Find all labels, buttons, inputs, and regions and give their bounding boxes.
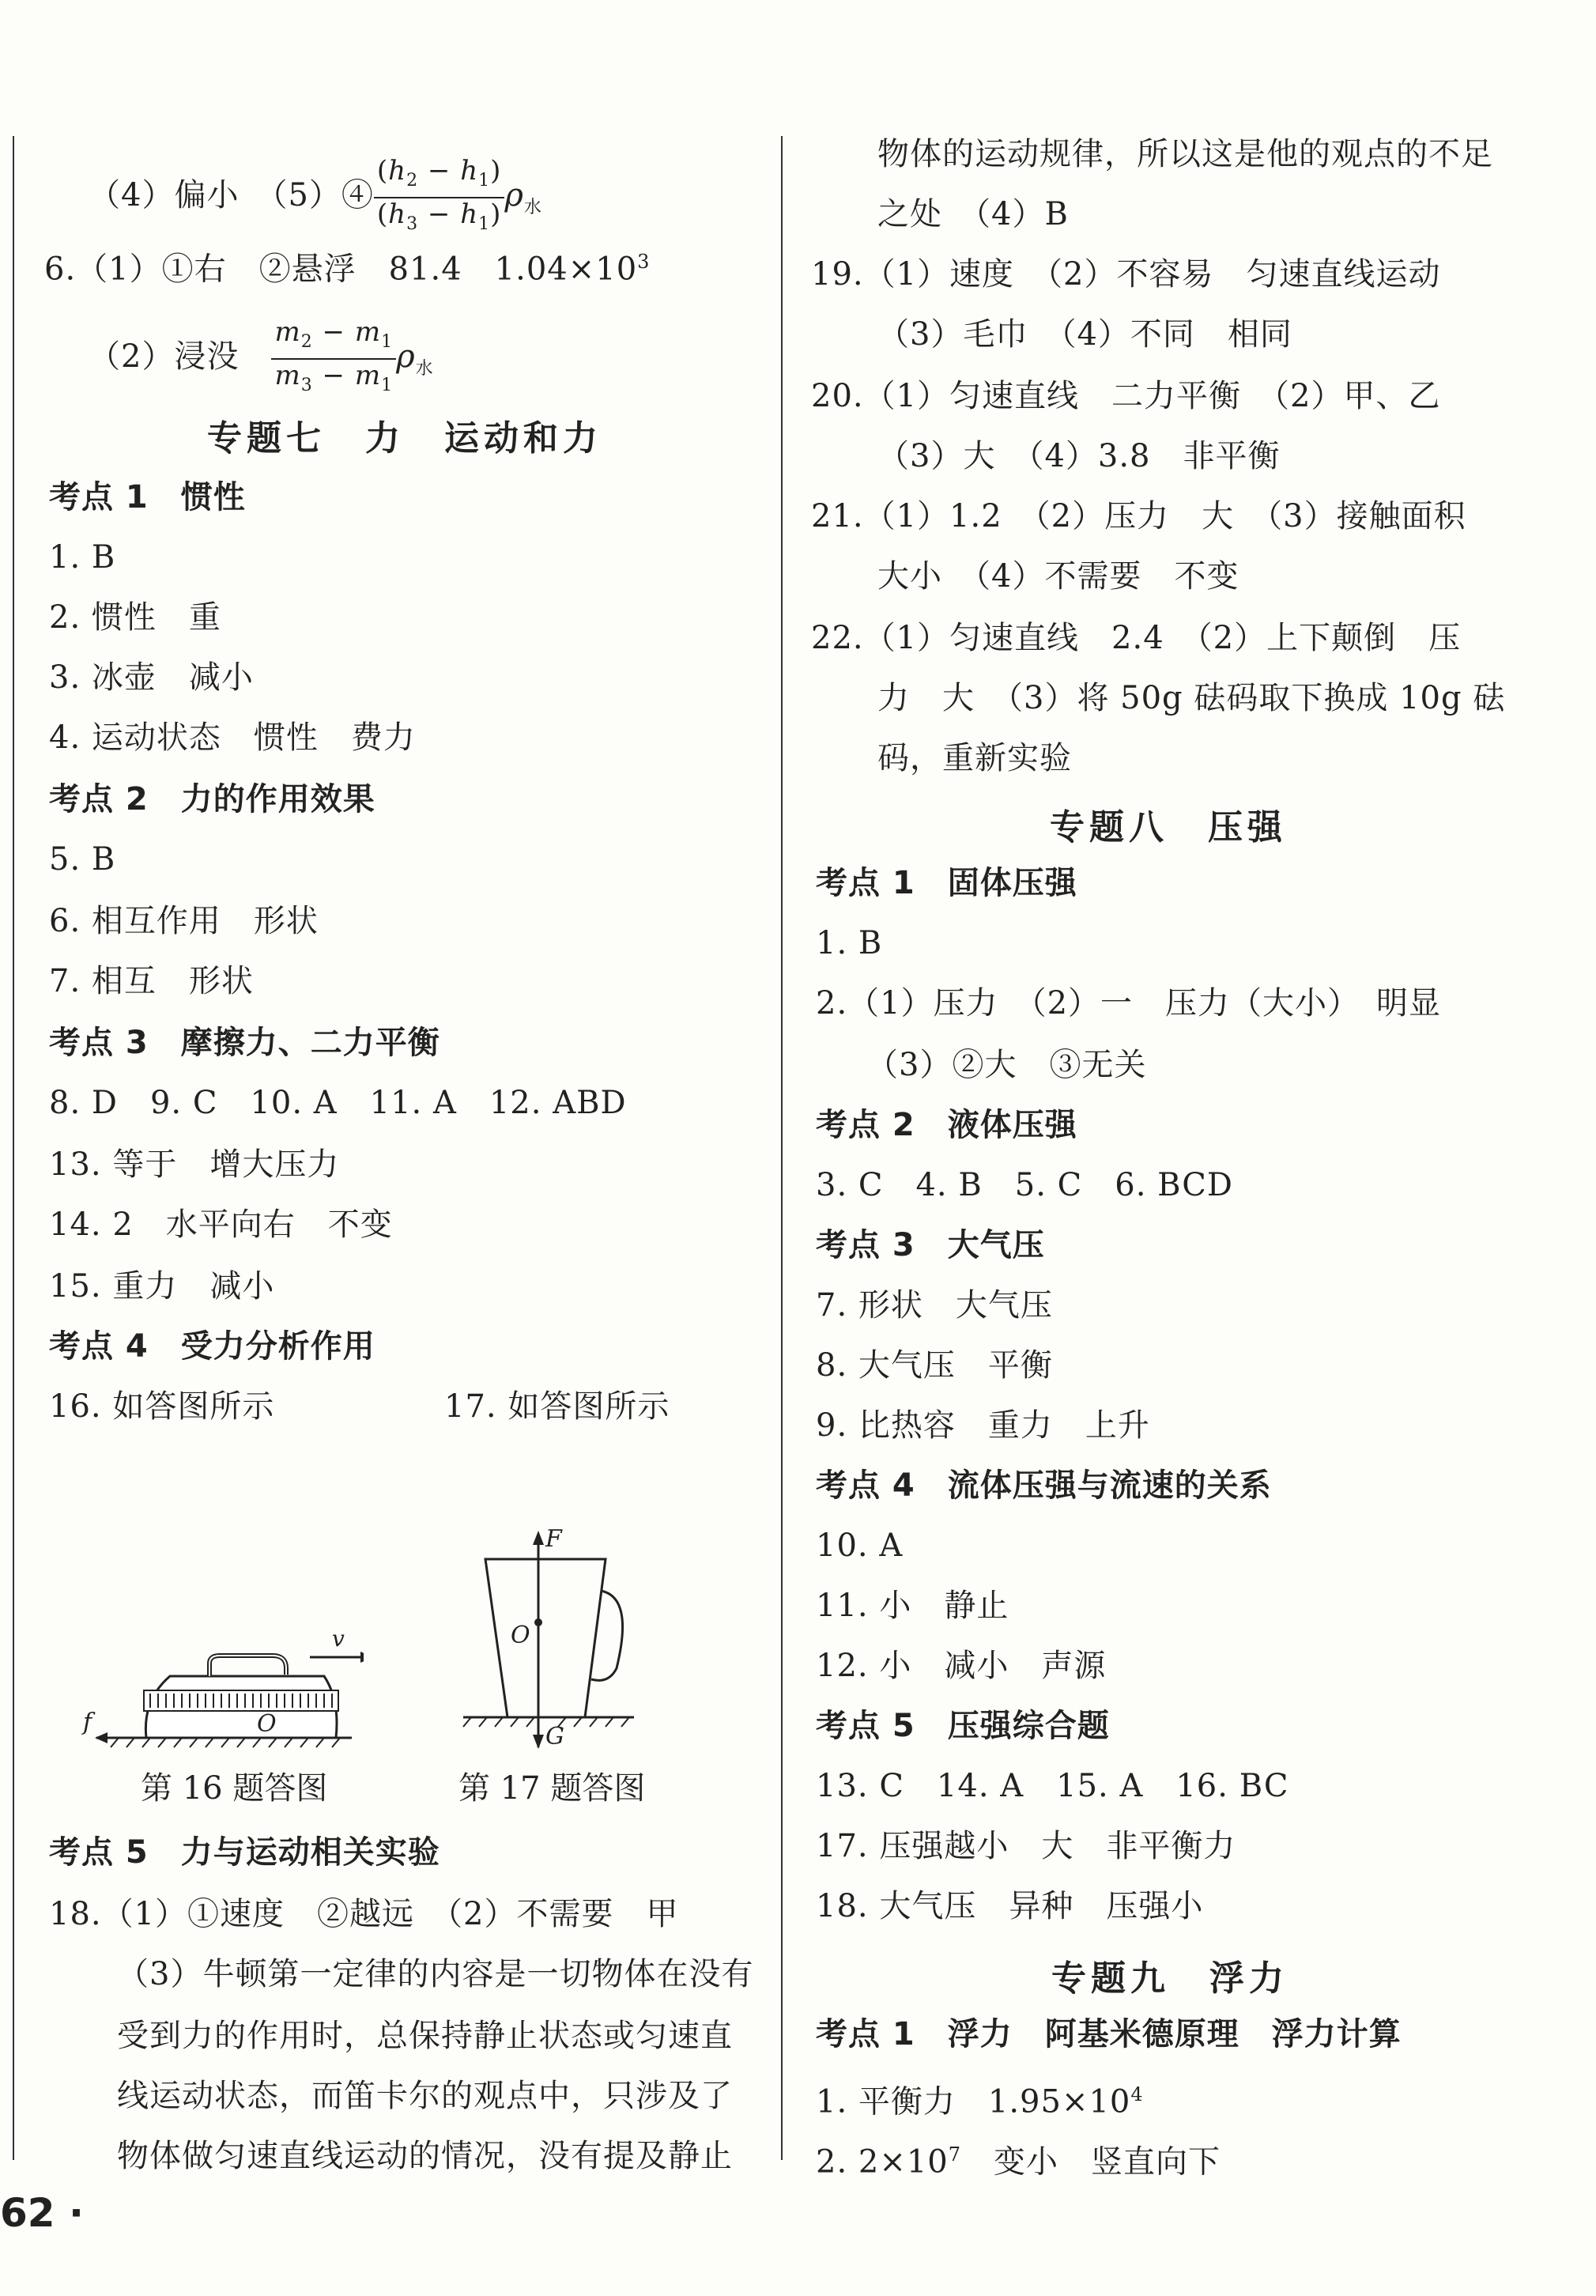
page-number: 62 · xyxy=(0,2190,84,2236)
svg-text:O: O xyxy=(511,1622,530,1649)
answer-18-a: 18.（1）①速度 ②越远 （2）不需要 甲 xyxy=(49,1896,679,1932)
answer-14: 14. 2 水平向右 不变 xyxy=(49,1207,393,1243)
answer-text: 6.（1）①右 ②悬浮 81.4 1.04×10 xyxy=(44,251,638,288)
topic-8-title: 专题八 压强 xyxy=(1050,807,1287,848)
topic-9-title: 专题九 浮力 xyxy=(1051,1958,1288,1999)
answer-2-a: 2.（1）压力 （2）一 压力（大小） 明显 xyxy=(816,985,1442,1021)
kaodian-1-heading: 考点 1 固体压强 xyxy=(816,865,1077,901)
answer-text: 1. 平衡力 1.95×10 xyxy=(816,2083,1131,2120)
answer-16: 16. 如答图所示 xyxy=(49,1388,275,1425)
answer-3: 3. 冰壶 减小 xyxy=(49,659,254,696)
answer-11: 11. 小 静止 xyxy=(816,1588,1009,1624)
svg-text:F: F xyxy=(545,1525,562,1553)
svg-text:G: G xyxy=(545,1723,564,1750)
answer-13-16: 13. C 14. A 15. A 16. BC xyxy=(816,1768,1289,1804)
answer-text: 变小 竖直向下 xyxy=(961,2143,1221,2181)
answer-19-a: 19.（1）速度 （2）不容易 匀速直线运动 xyxy=(811,256,1441,293)
answer-21-a: 21.（1）1.2 （2）压力 大 （3）接触面积 xyxy=(811,498,1466,534)
answer-text: 2. 2×10 xyxy=(816,2143,949,2181)
fraction-m: $\frac{m_2 - m_1}{m_3 - m_1}$ xyxy=(271,316,396,402)
svg-text:O: O xyxy=(257,1710,277,1738)
answer-18-e: 物体做匀速直线运动的情况，没有提及静止 xyxy=(117,2138,733,2174)
answer-22-b: 力 大 （3）将 50g 砝码取下换成 10g 砝 xyxy=(877,680,1506,716)
answer-13: 13. 等于 增大压力 xyxy=(49,1146,340,1183)
answer-18: 18. 大气压 异种 压强小 xyxy=(816,1888,1204,1924)
kaodian-5-heading: 考点 5 力与运动相关实验 xyxy=(49,1834,440,1871)
answer-7: 7. 相互 形状 xyxy=(49,963,254,999)
kaodian-3-heading: 考点 3 大气压 xyxy=(816,1227,1045,1263)
exponent: 4 xyxy=(1130,2083,1144,2105)
svg-text:f: f xyxy=(83,1709,92,1736)
answer-6-2: （2）浸没 $\frac{m_2 - m_1}{m_3 - m_1}$ $\rho_水$ xyxy=(89,316,434,402)
figure-16-caption: 第 16 题答图 xyxy=(141,1770,328,1807)
answer-3-6: 3. C 4. B 5. C 6. BCD xyxy=(816,1167,1233,1203)
topic-7-title: 专题七 力 运动和力 xyxy=(207,418,602,459)
left-margin-rule xyxy=(13,136,14,2160)
kaodian-1-heading: 考点 1 惯性 xyxy=(49,479,246,515)
answer-8-12: 8. D 9. C 10. A 11. A 12. ABD xyxy=(49,1085,627,1121)
answer-4: 4. 运动状态 惯性 费力 xyxy=(49,719,416,756)
answer-2-b: （3）②大 ③无关 xyxy=(866,1047,1147,1083)
answer-18-f: 物体的运动规律，所以这是他的观点的不足 xyxy=(877,136,1493,172)
answer-15: 15. 重力 减小 xyxy=(49,1268,275,1305)
answer-19-b: （3）毛巾 （4）不同 相同 xyxy=(877,316,1292,353)
answer-9: 9. 比热容 重力 上升 xyxy=(816,1407,1150,1444)
answer-text: （4）偏小 （5）④ xyxy=(89,176,374,213)
kaodian-3-heading: 考点 3 摩擦力、二力平衡 xyxy=(49,1025,440,1061)
answer-21-b: 大小 （4）不需要 不变 xyxy=(877,558,1239,595)
answer-8: 8. 大气压 平衡 xyxy=(816,1347,1053,1384)
answer-7: 7. 形状 大气压 xyxy=(816,1287,1053,1324)
answer-1: 1. B xyxy=(816,925,883,961)
answer-18-c: 受到力的作用时，总保持静止状态或匀速直 xyxy=(117,2018,733,2054)
answer-line-density-4-5: （4）偏小 （5）④ $\frac{(h_2 - h_1)}{(h_3 - h_1)}$ $\rho_水$ xyxy=(89,155,542,240)
kaodian-4-heading: 考点 4 流体压强与流速的关系 xyxy=(816,1467,1272,1504)
answer-6: 6. 相互作用 形状 xyxy=(49,903,319,939)
column-divider xyxy=(781,136,783,2160)
answer-buoyancy-2 xyxy=(816,2133,1221,2183)
kaodian-2-heading: 考点 2 液体压强 xyxy=(816,1107,1077,1143)
answer-18-b: （3）牛顿第一定律的内容是一切物体在没有 xyxy=(117,1956,754,1992)
answer-1: 1. B xyxy=(49,539,116,576)
answer-20-a: 20.（1）匀速直线 二力平衡 （2）甲、乙 xyxy=(811,378,1441,414)
answer-12: 12. 小 减小 声源 xyxy=(816,1648,1107,1684)
answer-6-1 xyxy=(44,240,650,290)
curling-stone-figure xyxy=(79,1589,364,1763)
answer-20-b: （3）大 （4）3.8 非平衡 xyxy=(877,438,1281,474)
answer-22-c: 码，重新实验 xyxy=(877,740,1072,776)
exponent: 7 xyxy=(948,2143,962,2166)
kaodian-4-heading: 考点 4 受力分析作用 xyxy=(49,1328,375,1365)
kaodian-2-heading: 考点 2 力的作用效果 xyxy=(49,781,375,818)
answer-2: 2. 惯性 重 xyxy=(49,599,221,636)
svg-text:v: v xyxy=(332,1626,345,1652)
answer-10: 10. A xyxy=(816,1528,904,1564)
cup-force-figure xyxy=(458,1502,648,1771)
answer-17: 17. 压强越小 大 非平衡力 xyxy=(816,1828,1236,1864)
kaodian-5-heading: 考点 5 压强综合题 xyxy=(816,1708,1110,1744)
answer-22-a: 22.（1）匀速直线 2.4 （2）上下颠倒 压 xyxy=(811,620,1462,656)
answer-17: 17. 如答图所示 xyxy=(444,1388,670,1425)
kaodian-1-heading-buoyancy: 考点 1 浮力 阿基米德原理 浮力计算 xyxy=(816,2016,1402,2052)
exponent: 3 xyxy=(637,251,651,273)
answer-5: 5. B xyxy=(49,841,116,878)
answer-18-g: 之处 （4）B xyxy=(877,196,1069,232)
figure-17-caption: 第 17 题答图 xyxy=(458,1770,646,1807)
answer-buoyancy-1 xyxy=(816,2073,1144,2123)
answer-18-d: 线运动状态，而笛卡尔的观点中，只涉及了 xyxy=(117,2078,733,2114)
fraction-h: $\frac{(h_2 - h_1)}{(h_3 - h_1)}$ xyxy=(374,155,504,240)
answer-text: （2）浸没 xyxy=(89,338,240,375)
